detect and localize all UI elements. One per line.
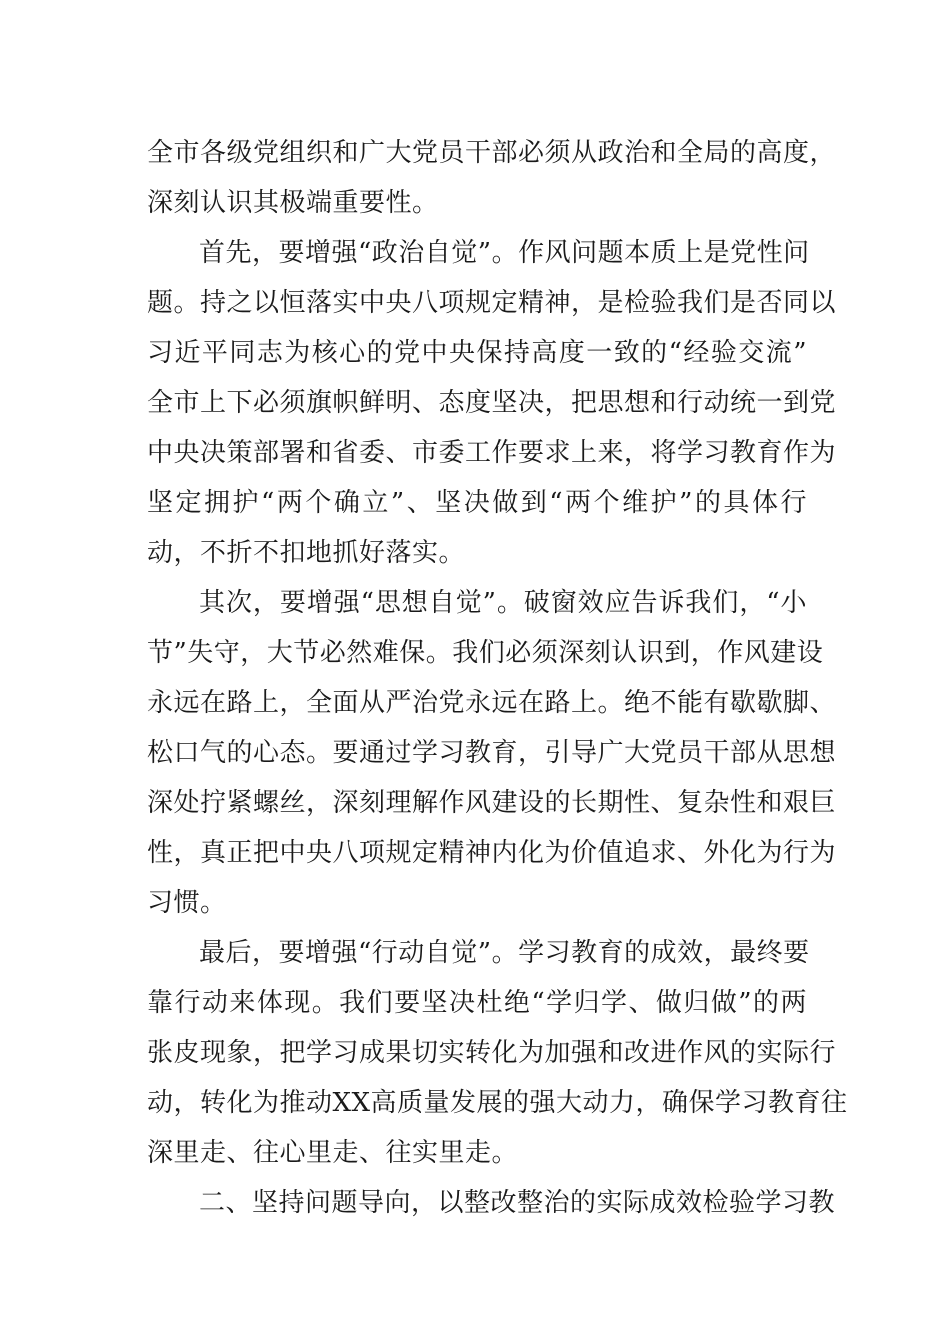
body-text-line: 习近平同志为核心的党中央保持高度一致的“经验交流” [147, 338, 807, 368]
body-text-line: 全市上下必须旗帜鲜明、态度坚决，把思想和行动统一到党 [147, 388, 837, 418]
body-text-line: 习惯。 [147, 888, 227, 918]
body-text-line: 题。持之以恒落实中央八项规定精神，是检验我们是否同以 [147, 288, 837, 318]
body-text-line: 深处拧紧螺丝，深刻理解作风建设的长期性、复杂性和艰巨 [147, 788, 837, 818]
paragraph-first-line: 最后，要增强“行动自觉”。学习教育的成效，最终要 [199, 938, 810, 968]
body-text-line: 节”失守，大节必然难保。我们必须深刻认识到，作风建设 [147, 638, 824, 668]
body-text-line: 全市各级党组织和广大党员干部必须从政治和全局的高度， [147, 138, 837, 168]
body-text-line: 性，真正把中央八项规定精神内化为价值追求、外化为行为 [147, 838, 837, 868]
body-text-line: 深里走、往心里走、往实里走。 [147, 1138, 519, 1168]
body-text-line: 坚定拥护“两个确立”、坚决做到“两个维护”的具体行 [147, 488, 807, 518]
body-text-line: 动，转化为推动XX高质量发展的强大动力，确保学习教育往 [147, 1088, 848, 1118]
body-text-line: 松口气的心态。要通过学习教育，引导广大党员干部从思想 [147, 738, 837, 768]
paragraph-first-line: 其次，要增强“思想自觉”。破窗效应告诉我们，“小 [199, 588, 807, 618]
body-text-line: 靠行动来体现。我们要坚决杜绝“学归学、做归做”的两 [147, 988, 807, 1018]
body-text-line: 动，不折不扣地抓好落实。 [147, 538, 466, 568]
body-text-line: 张皮现象，把学习成果切实转化为加强和改进作风的实际行 [147, 1038, 837, 1068]
body-text-line: 永远在路上，全面从严治党永远在路上。绝不能有歇歇脚、 [147, 688, 837, 718]
body-text-line: 深刻认识其极端重要性。 [147, 188, 439, 218]
section-heading-line: 二、坚持问题导向，以整改整治的实际成效检验学习教 [199, 1188, 836, 1218]
paragraph-first-line: 首先，要增强“政治自觉”。作风问题本质上是党性问 [199, 238, 810, 268]
body-text-line: 中央决策部署和省委、市委工作要求上来，将学习教育作为 [147, 438, 837, 468]
